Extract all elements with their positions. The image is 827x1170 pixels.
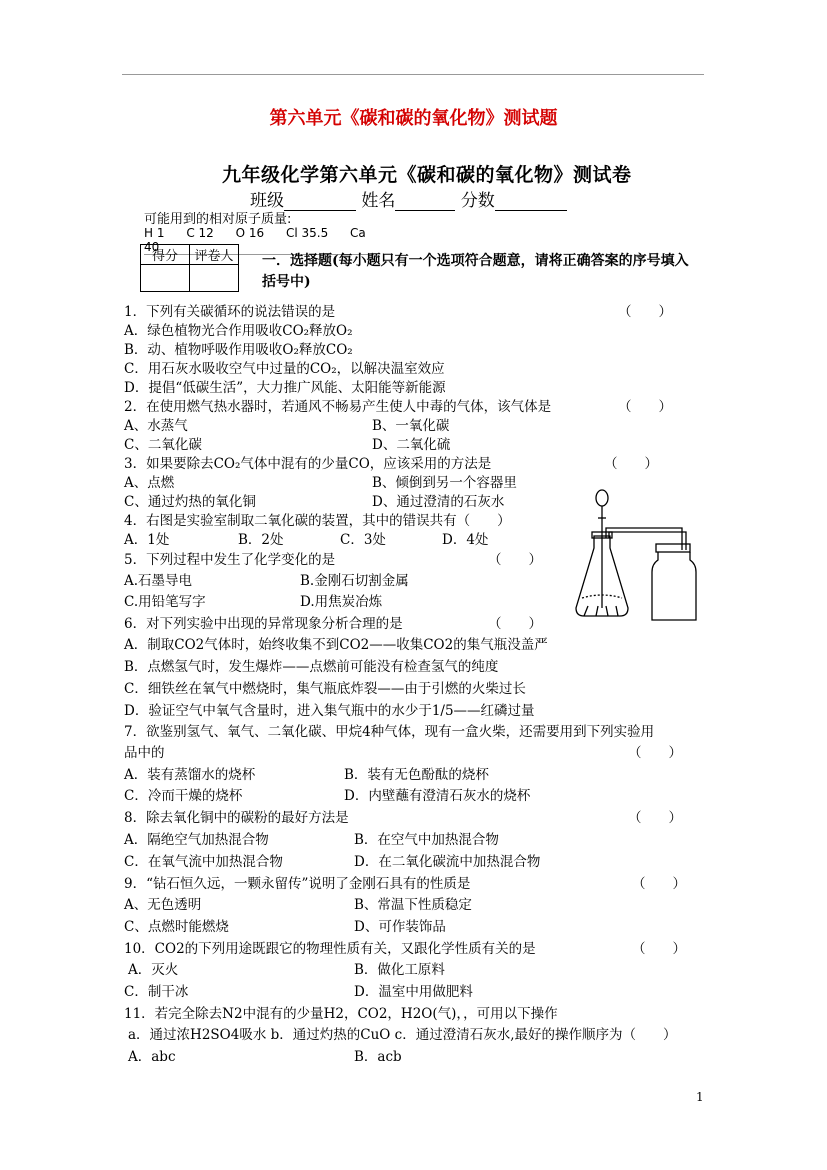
score-label: 分数: [460, 191, 495, 211]
option: A、无色透明: [124, 897, 202, 913]
answer-parens: （ ）: [618, 399, 672, 415]
class-blank: [284, 192, 356, 211]
grader-header: 评卷人: [190, 245, 239, 265]
answer-parens: （ ）: [488, 616, 542, 632]
question-stem: 1．下列有关碳循环的说法错误的是: [124, 304, 336, 320]
answer-parens: （ ）: [632, 941, 686, 957]
section-heading: 一．选择题(每小题只有一个选项符合题意，请将正确答案的序号填入括号中): [262, 253, 689, 290]
option: B、一氧化碳: [372, 418, 450, 434]
option: D．内壁蘸有澄清石灰水的烧杯: [344, 788, 531, 804]
option: D、通过澄清的石灰水: [372, 494, 505, 510]
question-stem: 8．除去氧化铜中的碳粉的最好方法是: [124, 810, 349, 826]
gas-collection-bottle: [652, 552, 696, 620]
answer-parens: （ ）: [488, 552, 542, 568]
option: C．冷而干燥的烧杯: [124, 788, 243, 804]
page-title: 第六单元《碳和碳的氧化物》测试题: [269, 108, 558, 129]
mass-item: C 12: [186, 226, 214, 240]
option: A．abc: [128, 1049, 176, 1065]
class-label: 班级: [250, 191, 284, 211]
score-table: [140, 244, 239, 292]
option: A、水蒸气: [124, 418, 188, 434]
answer-parens: （ ）: [604, 456, 658, 472]
option: C、二氧化碳: [124, 437, 202, 453]
answer-parens: （ ）: [618, 304, 672, 320]
funnel-bulb: [596, 490, 608, 506]
option: D．4处: [442, 532, 489, 548]
option: B．做化工原料: [354, 962, 445, 978]
question-stem: 6．对下列实验中出现的异常现象分析合理的是: [124, 616, 403, 632]
question-stem: 2．在使用燃气热水器时，若通风不畅易产生使人中毒的气体，该气体是: [124, 399, 552, 415]
option: A．灭火: [128, 962, 179, 978]
question-stem: 10．CO2的下列用途既跟它的物理性质有关，又跟化学性质有关的是: [124, 941, 536, 957]
option: C．在氧气流中加热混合物: [124, 854, 283, 870]
option: A．制取CO2气体时，始终收集不到CO2——收集CO2的集气瓶没盖严: [124, 637, 548, 653]
option: B．2处: [238, 532, 284, 548]
option: A、点燃: [124, 475, 175, 491]
option: D．提倡“低碳生活”，大力推广风能、太阳能等新能源: [124, 380, 446, 396]
question-stem: 9．“钻石恒久远，一颗永留传”说明了金刚石具有的性质是: [124, 876, 471, 892]
option: C．用石灰水吸收空气中过量的CO₂，以解决温室效应: [124, 361, 445, 377]
score-cell: [141, 265, 190, 292]
name-blank: [395, 192, 455, 211]
grader-cell: [190, 265, 239, 292]
atomic-mass-label: 可能用到的相对原子质量:: [144, 212, 292, 227]
question-stem-cont: 品中的: [124, 745, 165, 761]
answer-parens: （ ）: [632, 876, 686, 892]
answer-parens: （ ）: [628, 810, 682, 826]
student-fields: [250, 186, 567, 211]
mass-item: O 16: [235, 226, 265, 240]
option: D．温室中用做肥料: [354, 984, 473, 1000]
option: D．验证空气中氧气含量时，进入集气瓶中的水少于1/5——红磷过量: [124, 703, 535, 719]
question-stem: 5．下列过程中发生了化学变化的是: [124, 552, 336, 568]
score-blank: [495, 192, 567, 211]
option: B．点燃氢气时，发生爆炸——点燃前可能没有检查氢气的纯度: [124, 659, 499, 675]
option: A．隔绝空气加热混合物: [124, 832, 269, 848]
option: D、可作装饰品: [354, 919, 446, 935]
mass-item: Ca 40: [144, 226, 366, 254]
name-label: 姓名: [361, 191, 396, 211]
question-stem: 11．若完全除去N2中混有的少量H2，CO2，H2O(气)，，可用以下操作: [124, 1006, 558, 1022]
option: C．制干冰: [124, 984, 189, 1000]
option: D.用焦炭冶炼: [300, 594, 383, 610]
question-stem: 7．欲鉴别氢气、氧气、二氧化碳、甲烷4种气体，现有一盒火柴，还需要用到下列实验用: [124, 724, 655, 740]
exam-subtitle: 九年级化学第六单元《碳和碳的氧化物》测试卷: [222, 164, 632, 186]
mass-item: Cl 35.5: [285, 226, 329, 240]
option: D、二氧化硫: [372, 437, 451, 453]
option: A．装有蒸馏水的烧杯: [124, 767, 256, 783]
option: C、通过灼热的氧化铜: [124, 494, 256, 510]
option: B.金刚石切割金属: [300, 573, 409, 589]
option: A.石墨导电: [124, 573, 193, 589]
option: A．1处: [124, 532, 170, 548]
option: B．动、植物呼吸作用吸收O₂释放CO₂: [124, 342, 353, 358]
option: B．acb: [354, 1049, 402, 1065]
option: B．装有无色酚酞的烧杯: [344, 767, 489, 783]
option: C．3处: [340, 532, 386, 548]
page-number: 1: [696, 1090, 704, 1104]
score-header: 得分: [141, 245, 190, 265]
question-stem: 3．如果要除去CO₂气体中混有的少量CO，应该采用的方法是: [124, 456, 492, 472]
question-stem: 4．右图是实验室制取二氧化碳的装置，其中的错误共有（ ）: [124, 513, 511, 529]
co2-apparatus-figure: [572, 488, 702, 626]
option: C、点燃时能燃烧: [124, 919, 229, 935]
option: C．细铁丝在氧气中燃烧时，集气瓶底炸裂——由于引燃的火柴过长: [124, 681, 526, 697]
mass-item: H 1: [144, 226, 165, 240]
option: C.用铅笔写字: [124, 594, 206, 610]
top-rule: [122, 74, 704, 75]
answer-parens: （ ）: [628, 745, 682, 761]
option: B、常温下性质稳定: [354, 897, 472, 913]
option: D．在二氧化碳流中加热混合物: [354, 854, 541, 870]
option: B．在空气中加热混合物: [354, 832, 499, 848]
question-stem-cont: a．通过浓H2SO4吸水 b．通过灼热的CuO c．通过澄清石灰水,最好的操作顺序为（ ）: [128, 1027, 677, 1043]
option: B、倾倒到另一个容器里: [372, 475, 517, 491]
option: A．绿色植物光合作用吸收CO₂释放O₂: [124, 323, 353, 339]
